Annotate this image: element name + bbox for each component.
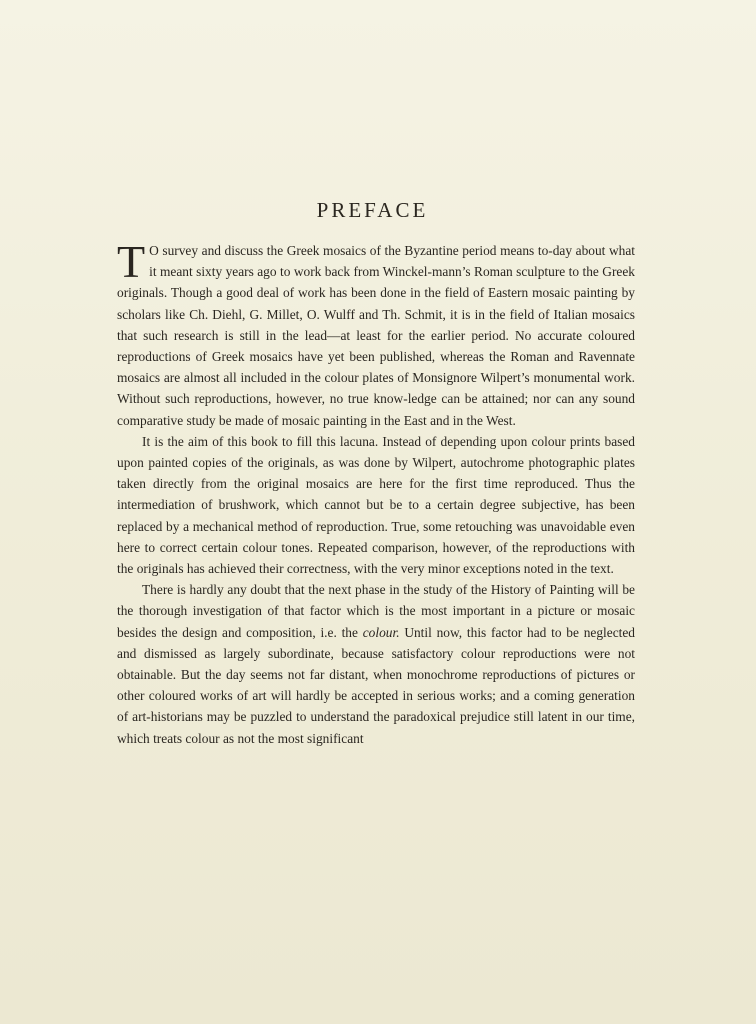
- paragraph-3-text-before: There is hardly any doubt that the next phase in the study of the History of Painting will be the thorough investigation of that factor which is the most important in a picture or mosaic besides the design and composition, i.e. the: [117, 582, 635, 640]
- page-title: PREFACE: [316, 198, 429, 222]
- preface-body: [117, 236, 635, 749]
- paragraph-2: It is the aim of this book to fill this lacuna. Instead of depending upon colour prints based upon painted copies of the originals, as was done by Wilpert, autochrome photographic plates taken directly from the original mosaics are here for the first time reproduced. Thus the intermediation of brushwork, which cannot but be to a certain degree subjective, has been replaced by a mechanical method of reproduction. True, some retouching was unavoidable even here to correct certain colour tones. Repeated comparison, however, of the reproductions with the originals has achieved their correctness, with the very minor exceptions noted in the text.: [117, 433, 635, 577]
- drop-cap: T: [117, 236, 146, 287]
- paragraph-1-text: O survey and discuss the Greek mosaics of the Byzantine period means to-day about what it meant sixty years ago to work back from Winckel-mann’s Roman sculpture to the Greek originals. Though a good deal of work has been done in the field of Eastern mosaic painting by scholars like Ch. Diehl, G. Millet, O. Wulff and Th. Schmit, it is in the field of Italian mosaics that such research is still in the lead—at least for the earlier period. No accurate coloured reproductions of Greek mosaics have yet been published, whereas the Roman and Ravennate mosaics are almost all included in the colour plates of Monsignore Wilpert’s monumental work. Without such reproductions, however, no true know-ledge can be attained; nor can any sound comparative study be made of mosaic painting in the East and in the West.: [117, 243, 635, 428]
- paragraph-1: [117, 236, 635, 431]
- emphasis-colour: colour.: [362, 624, 400, 640]
- paragraph-3-text-after: Until now, this factor had to be neglected and dismissed as largely subordinate, because satisfactory colour reproductions were not obtainable. But the day seems not far distant, when monochrome reproductions of pictures or other coloured works of art will hardly be accepted in serious works; and a coming generation of art-historians may be puzzled to understand the paradoxical prejudice still latent in our time, which treats colour as not the most significant: [117, 624, 635, 746]
- paragraph-3: [117, 579, 635, 749]
